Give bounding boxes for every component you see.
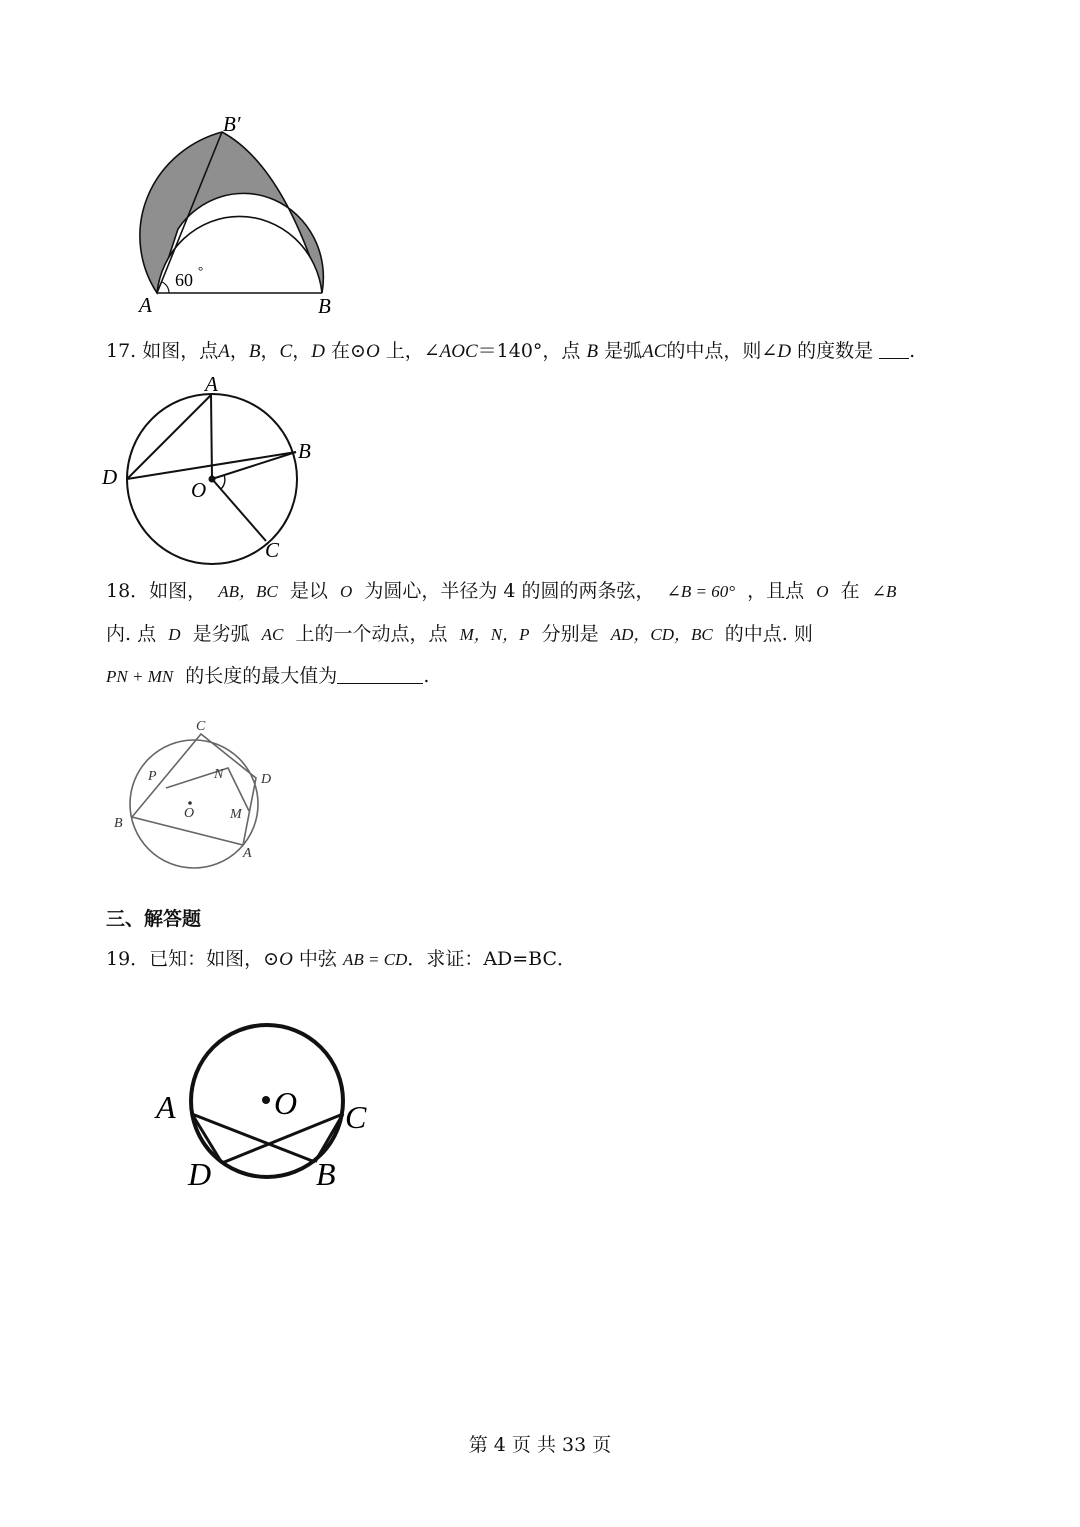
q19-number: 19．已知：如图，⊙ xyxy=(106,948,280,970)
center-point xyxy=(209,476,216,483)
center-point xyxy=(188,801,192,805)
radius-OC xyxy=(212,479,266,541)
label-C: C xyxy=(345,1099,367,1135)
label-P: P xyxy=(148,769,157,784)
q18-number: 18．如图， xyxy=(106,580,207,602)
quadrilateral-ABCD xyxy=(132,734,256,845)
question-18-line-2: 内. 点 D 是劣弧 AC 上的一个动点，点 M，N，P 分别是 AD，CD，BC 的中点. 则 xyxy=(106,623,813,645)
answer-blank-17[interactable] xyxy=(879,340,909,359)
label-O: O xyxy=(274,1085,298,1121)
label-degree: ° xyxy=(198,263,204,278)
angle-mark-O xyxy=(221,475,225,489)
label-M: M xyxy=(230,807,242,822)
answer-blank-18[interactable] xyxy=(337,665,423,684)
label-A: A xyxy=(205,372,218,396)
q17-number: 17. xyxy=(106,340,137,362)
label-A: A xyxy=(156,1089,176,1125)
question-18-line-1: 18．如图， AB，BC 是以 O 为圆心，半径为 4 的圆的两条弦， ∠B = 60° ，且点 O 在 ∠B xyxy=(106,580,897,602)
question-18-line-3: PN + MN 的长度的最大值为 . xyxy=(106,665,430,687)
page-footer: 第 4 页 共 33 页 xyxy=(468,1434,612,1456)
segments-P-N-M xyxy=(166,768,249,811)
label-angle-60: 60 xyxy=(175,270,193,290)
label-B-prime: B′ xyxy=(223,112,241,136)
label-D: D xyxy=(188,1156,212,1192)
figure-18 xyxy=(108,716,282,872)
label-B: B xyxy=(298,439,311,463)
figure-19 xyxy=(150,1010,385,1195)
label-B: B xyxy=(318,294,331,318)
label-O: O xyxy=(184,806,195,821)
label-O: O xyxy=(191,478,207,502)
circle-O xyxy=(130,740,258,868)
label-D: D xyxy=(102,465,118,489)
question-17: 17. 如图，点A，B，C，D 在⊙O 上，∠AOC＝140°，点 B 是弧AC的中点，则∠D 的度数是 . xyxy=(106,340,916,362)
label-A: A xyxy=(139,293,152,317)
label-A: A xyxy=(243,846,252,861)
label-C: C xyxy=(265,538,280,562)
label-B: B xyxy=(114,816,123,831)
label-C: C xyxy=(196,719,206,734)
chord-AB xyxy=(192,1114,315,1162)
radius-OA xyxy=(211,395,212,479)
label-N: N xyxy=(214,767,224,782)
figure-16 xyxy=(95,105,355,320)
question-19: 19．已知：如图，⊙O 中弦 AB = CD．求证：AD=BC． xyxy=(106,948,577,970)
chord-DA xyxy=(127,395,211,479)
center-point xyxy=(262,1096,270,1104)
figure-17 xyxy=(98,372,326,566)
label-D: D xyxy=(261,772,272,787)
section-heading: 三、解答题 xyxy=(106,908,202,930)
label-B: B xyxy=(316,1156,336,1192)
